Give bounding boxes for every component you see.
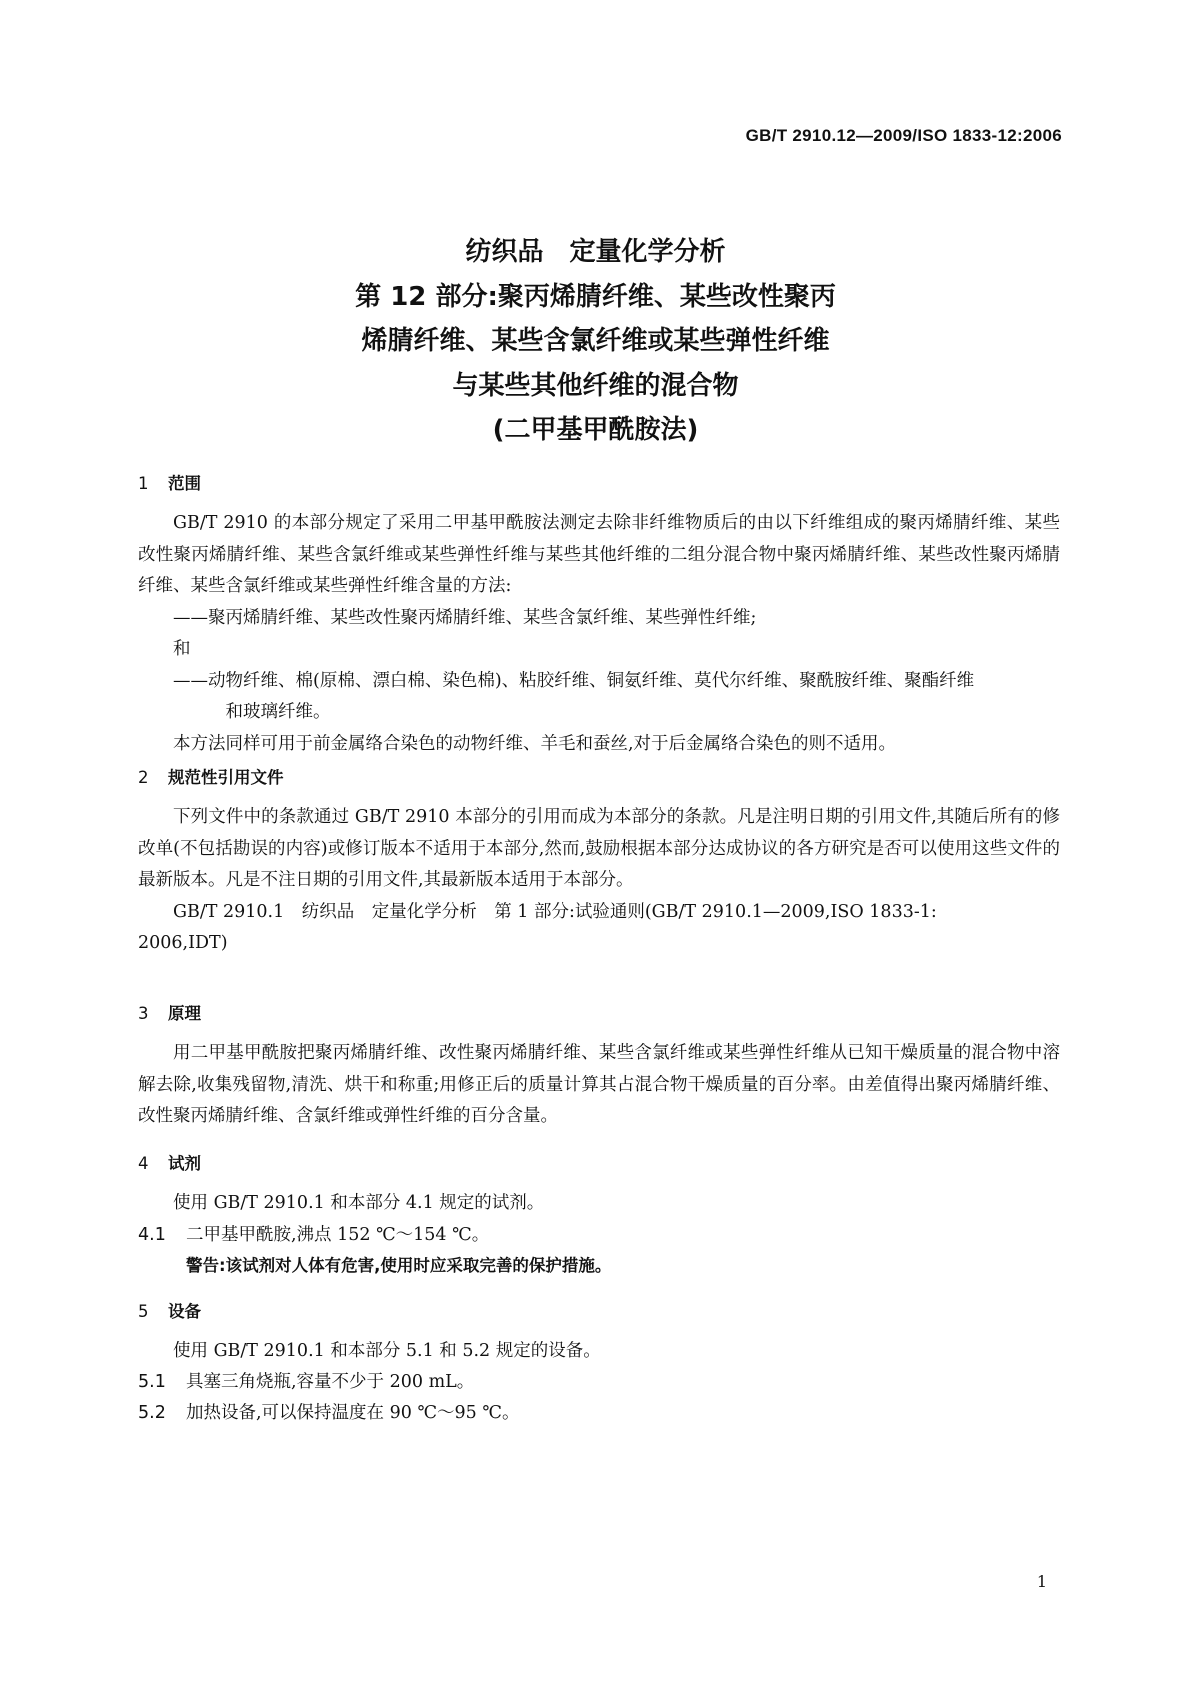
title-line-2: 第 12 部分:聚丙烯腈纤维、某些改性聚丙 xyxy=(355,281,836,312)
section-3-heading xyxy=(138,1000,201,1024)
section-3-body xyxy=(138,1038,1060,1133)
clause-number: 5.2 xyxy=(138,1403,166,1423)
scope-paragraph: GB/T 2910 的本部分规定了采用二甲基甲酰胺法测定去除非纤维物质后的由以下纤维组成的聚丙烯腈纤维、某些改性聚丙烯腈纤维、某些含氯纤维或某些弹性纤维与某些其他纤维的二组分混合物中聚丙烯腈纤维、某些改性聚丙烯腈纤维、某些含氯纤维或某些弹性纤维含量的方法: xyxy=(138,513,1060,596)
standard-code: GB/T 2910.12—2009/ISO 1833-12:2006 xyxy=(745,126,1062,145)
section-5-body xyxy=(138,1336,1060,1368)
title-line-5: (二甲基甲酰胺法) xyxy=(492,415,699,445)
clause-text: 加热设备,可以保持温度在 90 ℃～95 ℃。 xyxy=(186,1403,520,1423)
clause-4-1 xyxy=(138,1221,489,1246)
section-5-heading xyxy=(138,1298,201,1322)
scope-dash-item-2: ——动物纤维、棉(原棉、漂白棉、染色棉)、粘胶纤维、铜氨纤维、莫代尔纤维、聚酰胺纤维、聚酯纤维 xyxy=(173,670,975,691)
section-number: 2 xyxy=(138,768,149,787)
document-title xyxy=(0,230,1191,453)
normative-ref-paragraph: 下列文件中的条款通过 GB/T 2910 本部分的引用而成为本部分的条款。凡是注明日期的引用文件,其随后所有的修改单(不包括勘误的内容)或修订版本不适用于本部分,然而,鼓励根据本部分达成协议的各方研究是否可以使用这些文件的最新版本。凡是不注日期的引用文件,其最新版本适用于本部分。 xyxy=(138,807,1060,890)
section-2-heading xyxy=(138,764,284,788)
section-number: 4 xyxy=(138,1154,149,1173)
scope-note: 本方法同样可用于前金属络合染色的动物纤维、羊毛和蚕丝,对于后金属络合染色的则不适用。 xyxy=(173,733,897,754)
page-number: 1 xyxy=(1036,1572,1047,1591)
section-4-heading xyxy=(138,1150,201,1174)
scope-dash-item-1: ——聚丙烯腈纤维、某些改性聚丙烯腈纤维、某些含氯纤维、某些弹性纤维; xyxy=(173,607,757,628)
clause-number: 5.1 xyxy=(138,1372,166,1392)
section-4-body xyxy=(138,1188,1060,1220)
scope-and: 和 xyxy=(173,639,191,659)
section-2-body xyxy=(138,802,1060,960)
reagents-paragraph: 使用 GB/T 2910.1 和本部分 4.1 规定的试剂。 xyxy=(173,1193,545,1213)
title-line-1: 纺织品 定量化学分析 xyxy=(465,237,726,267)
warning-text: 警告:该试剂对人体有危害,使用时应采取完善的保护措施。 xyxy=(186,1256,612,1275)
normative-ref-item-cont: 2006,IDT) xyxy=(138,933,228,953)
clause-5-2 xyxy=(138,1399,519,1424)
clause-text: 具塞三角烧瓶,容量不少于 200 mL。 xyxy=(186,1372,475,1392)
normative-ref-item: GB/T 2910.1 纺织品 定量化学分析 第 1 部分:试验通则(GB/T 2910.1—2009,ISO 1833-1: xyxy=(173,901,937,922)
section-number: 1 xyxy=(138,474,149,493)
clause-5-1 xyxy=(138,1368,474,1393)
apparatus-paragraph: 使用 GB/T 2910.1 和本部分 5.1 和 5.2 规定的设备。 xyxy=(173,1341,601,1361)
section-title: 规范性引用文件 xyxy=(168,768,284,787)
principle-paragraph: 用二甲基甲酰胺把聚丙烯腈纤维、改性聚丙烯腈纤维、某些含氯纤维或某些弹性纤维从已知干燥质量的混合物中溶解去除,收集残留物,清洗、烘干和称重;用修正后的质量计算其占混合物干燥质量的百分率。由差值得出聚丙烯腈纤维、改性聚丙烯腈纤维、含氯纤维或弹性纤维的百分含量。 xyxy=(138,1043,1060,1126)
section-1-body xyxy=(138,508,1060,760)
clause-text: 二甲基甲酰胺,沸点 152 ℃～154 ℃。 xyxy=(186,1225,490,1245)
scope-dash-item-2-cont: 和玻璃纤维。 xyxy=(225,702,331,722)
section-title: 原理 xyxy=(168,1004,201,1023)
title-line-4: 与某些其他纤维的混合物 xyxy=(452,370,739,401)
section-title: 范围 xyxy=(168,474,201,493)
section-title: 试剂 xyxy=(168,1154,201,1173)
section-title: 设备 xyxy=(168,1302,201,1321)
section-number: 5 xyxy=(138,1302,149,1321)
section-1-heading xyxy=(138,470,201,494)
clause-number: 4.1 xyxy=(138,1225,166,1245)
section-number: 3 xyxy=(138,1004,149,1023)
title-line-3: 烯腈纤维、某些含氯纤维或某些弹性纤维 xyxy=(361,326,830,356)
